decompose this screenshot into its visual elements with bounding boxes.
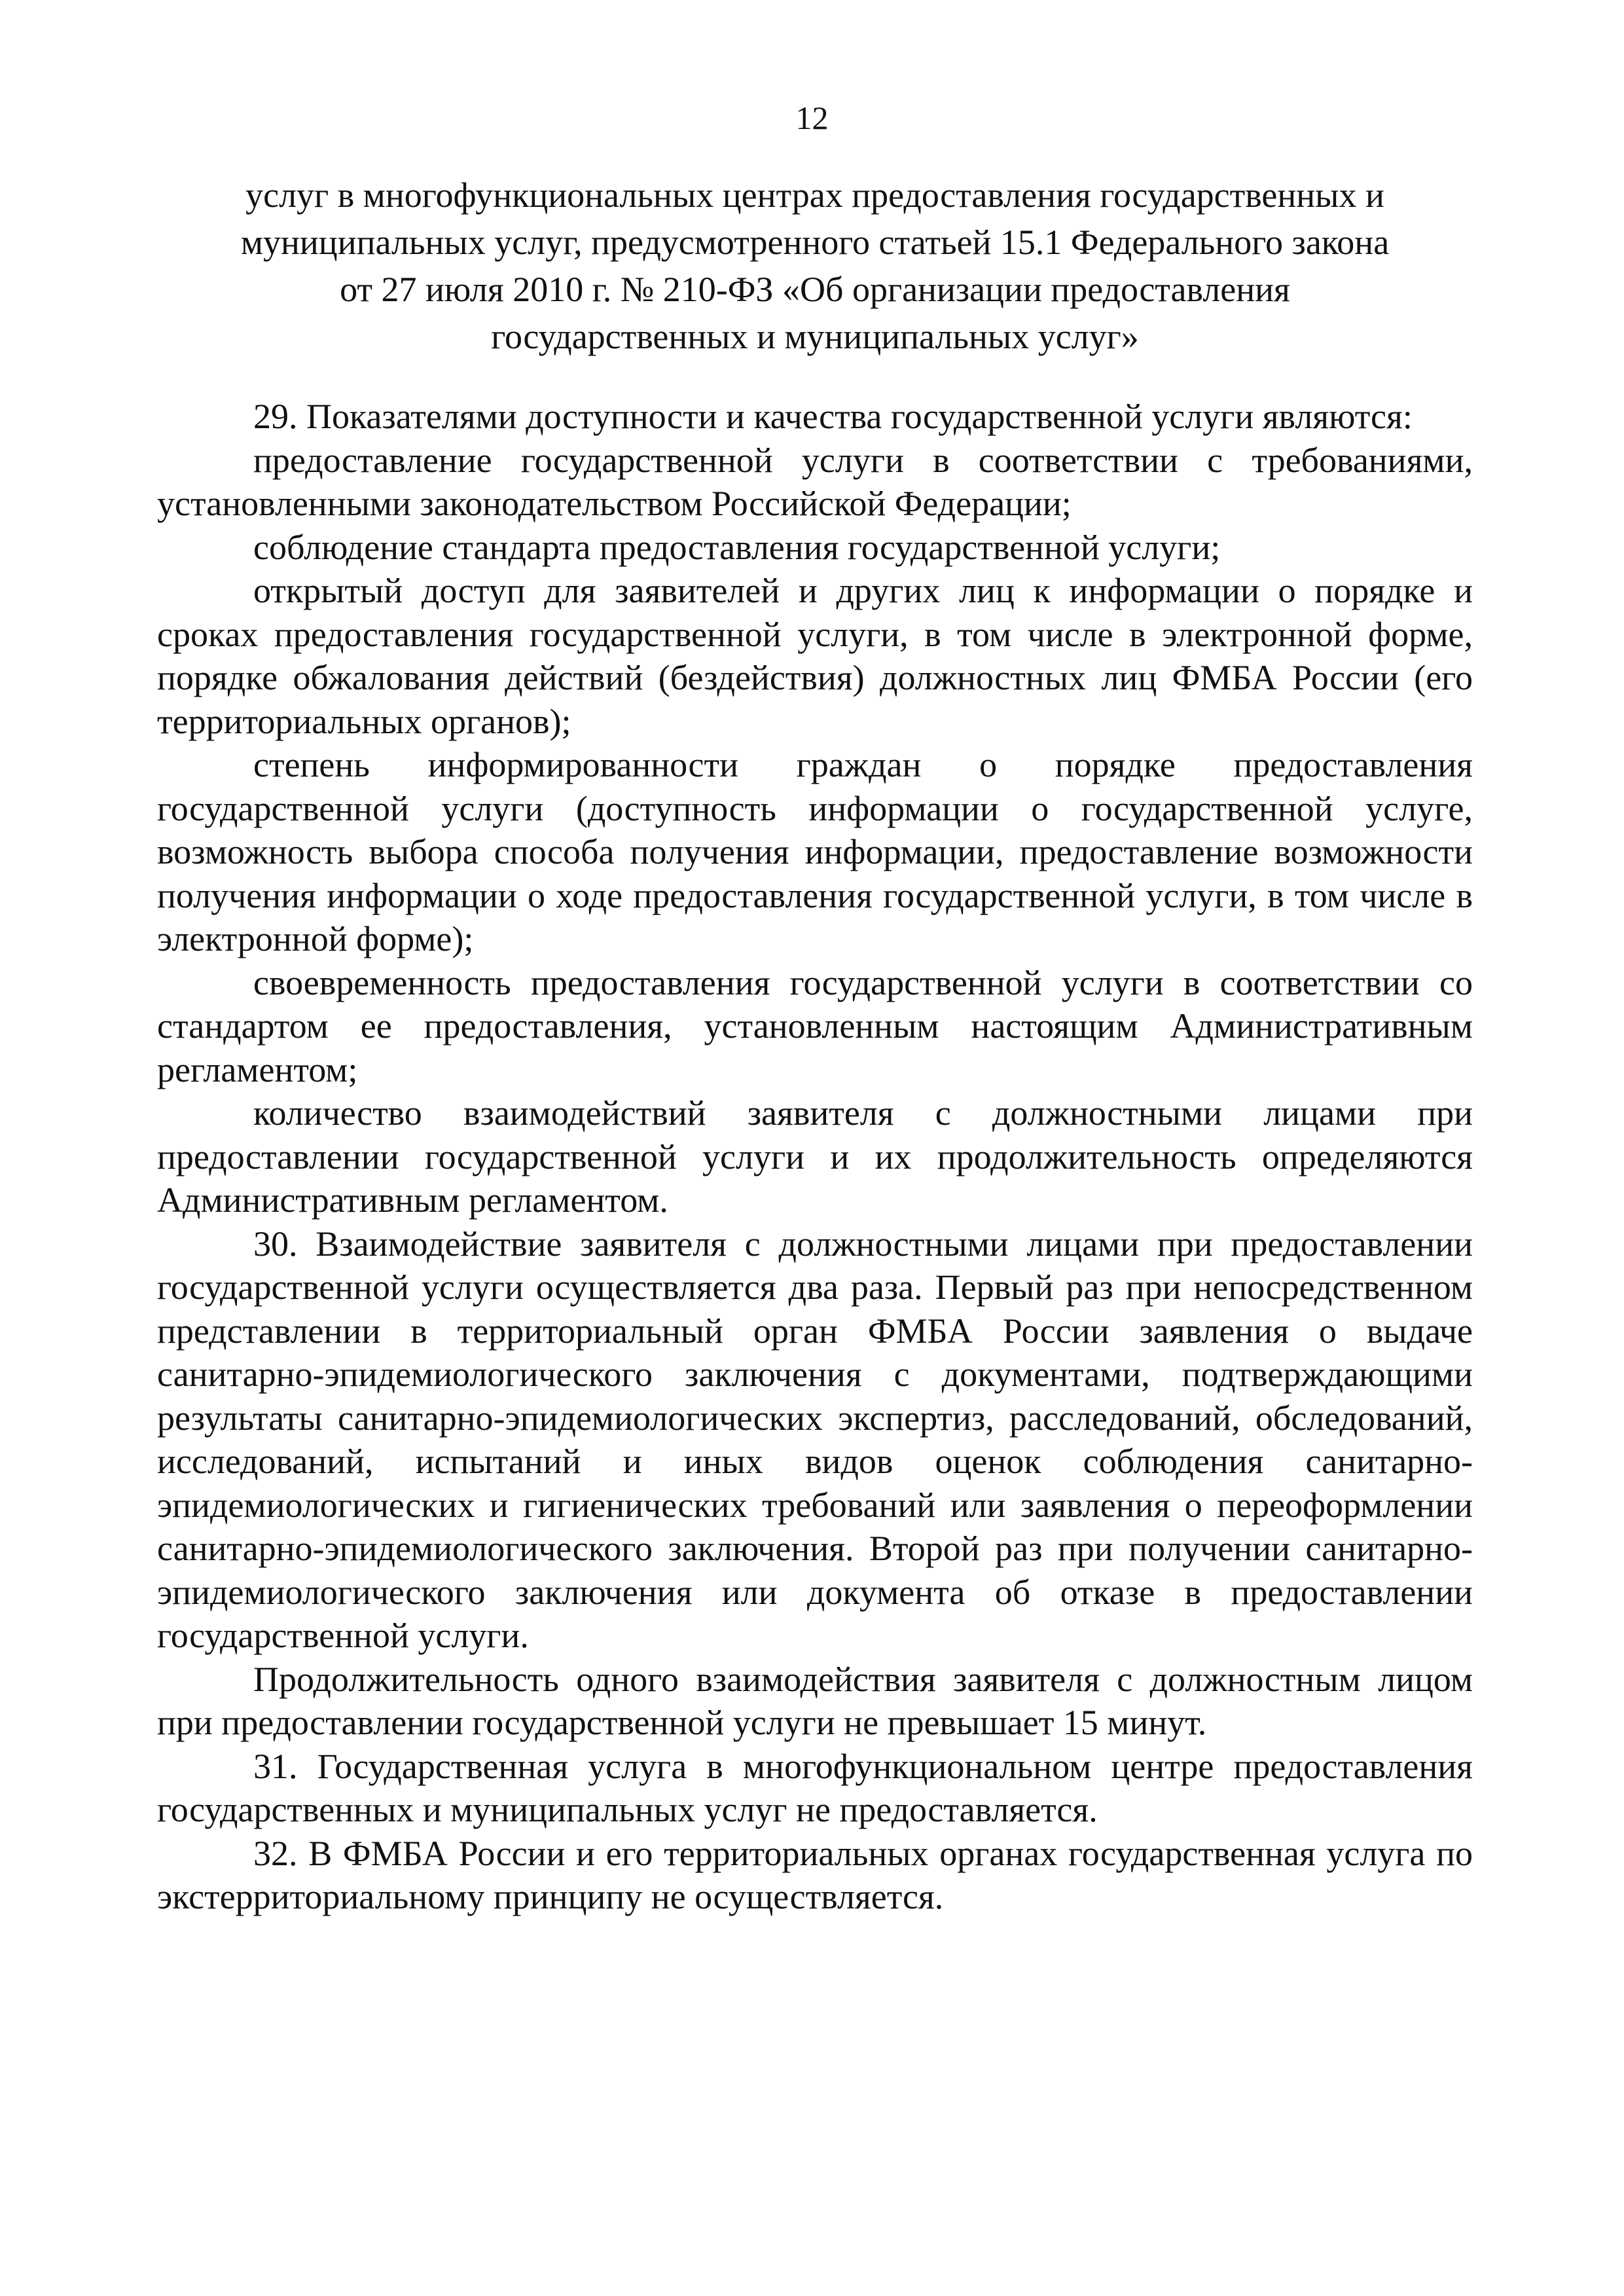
page-number: 12 bbox=[795, 100, 829, 136]
document-body bbox=[157, 395, 1473, 1919]
paragraph: предоставление государственной услуги в соответствии с требованиями, установленными законодательством Российской Федерации; bbox=[157, 440, 1473, 523]
paragraph: степень информированности граждан о порядке предоставления государственной услуги (доступность информации о государственной услуге, возможность выбора способа получения информации, предоставление возможности получения информации о ходе предоставления государственной услуги, в том числе в электронной форме); bbox=[157, 745, 1473, 958]
paragraph: Продолжительность одного взаимодействия заявителя с должностным лицом при предоставлении государственной услуги не превышает 15 минут. bbox=[157, 1659, 1473, 1742]
paragraph: соблюдение стандарта предоставления государственной услуги; bbox=[253, 527, 1221, 567]
section-heading bbox=[157, 172, 1473, 360]
paragraph: открытый доступ для заявителей и других лиц к информации о порядке и сроках предоставления государственной услуги, в том числе в электронной форме, порядке обжалования действий (бездействия) должностных лиц ФМБА России (его территориальных органов); bbox=[157, 571, 1473, 741]
paragraph-32: 32. В ФМБА России и его территориальных органах государственная услуга по экстерриториальному принципу не осуществляется. bbox=[157, 1833, 1473, 1916]
heading-line: услуг в многофункциональных центрах предоставления государственных и bbox=[245, 175, 1384, 215]
paragraph: своевременность предоставления государственной услуги в соответствии со стандартом ее предоставления, установленным настоящим Административным регламентом; bbox=[157, 962, 1473, 1089]
paragraph-31: 31. Государственная услуга в многофункциональном центре предоставления государственных и муниципальных услуг не предоставляется. bbox=[157, 1746, 1473, 1829]
heading-line: муниципальных услуг, предусмотренного статьей 15.1 Федерального закона bbox=[240, 223, 1390, 262]
paragraph: количество взаимодействий заявителя с должностными лицами при предоставлении государственной услуги и их продолжительность определяются Административным регламентом. bbox=[157, 1093, 1473, 1220]
paragraph-29: 29. Показателями доступности и качества государственной услуги являются: bbox=[253, 397, 1413, 436]
heading-line: от 27 июля 2010 г. № 210-ФЗ «Об организации предоставления bbox=[340, 270, 1290, 309]
paragraph-30: 30. Взаимодействие заявителя с должностными лицами при предоставлении государственной услуги осуществляется два раза. Первый раз при непосредственном представлении в территориальный орган ФМБА России заявления о выдаче санитарно-эпидемиологического заключения с документами, подтверждающими результаты санитарно-эпидемиологических экспертиз, расследований, обследований, исследований, испытаний и иных видов оценок соблюдения санитарно-эпидемиологических и гигиенических требований или заявления о переоформлении санитарно-эпидемиологического заключения. Второй раз при получении санитарно-эпидемиологического заключения или документа об отказе в предоставлении государственной услуги. bbox=[157, 1224, 1473, 1655]
heading-line: государственных и муниципальных услуг» bbox=[491, 317, 1139, 356]
